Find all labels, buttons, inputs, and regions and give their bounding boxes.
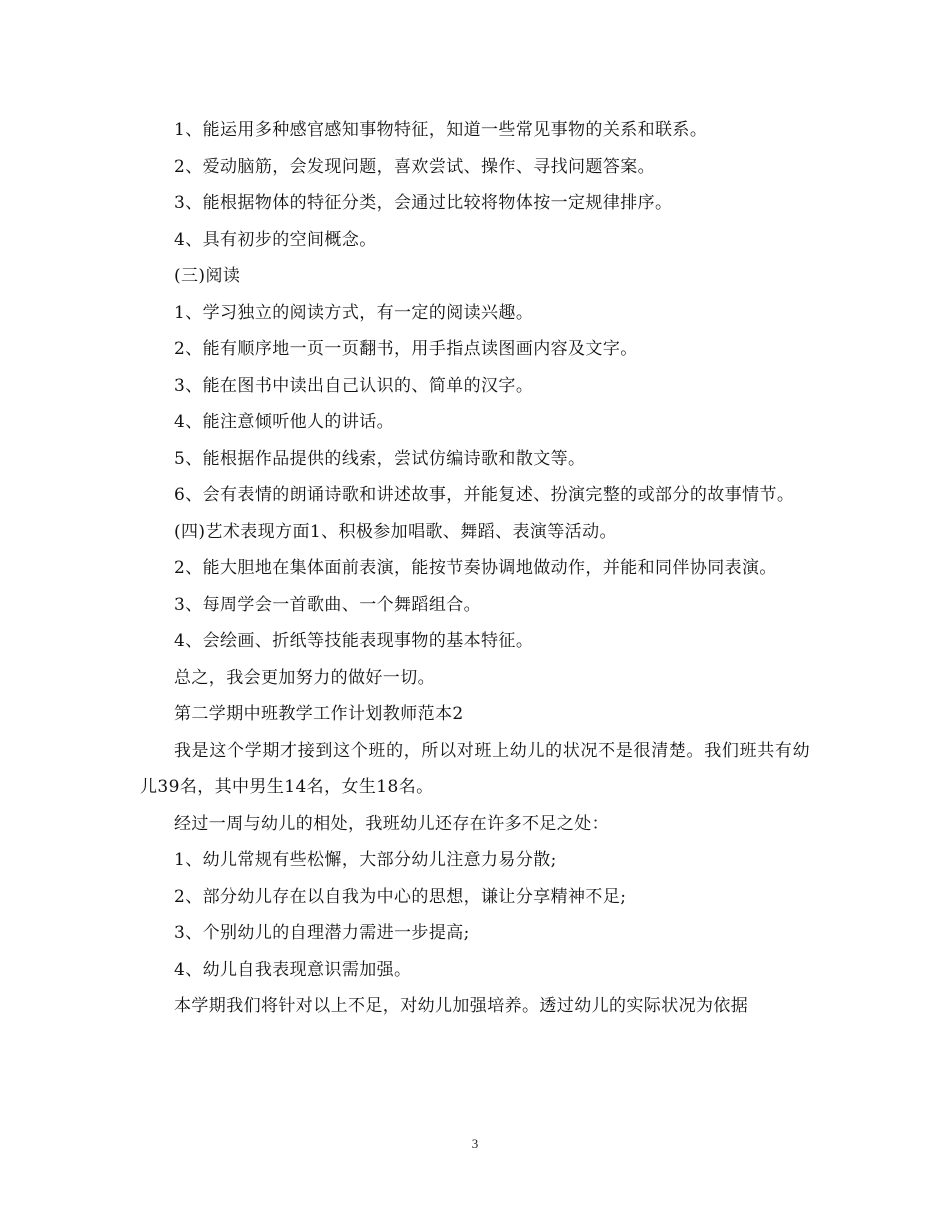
paragraph: 4、幼儿自我表现意识需加强。 (174, 959, 412, 980)
paragraph: 4、会绘画、折纸等技能表现事物的基本特征。 (174, 631, 534, 651)
section-heading-art: (四)艺术表现方面1、积极参加唱歌、舞蹈、表演等活动。 (174, 521, 617, 542)
paragraph: 2、爱动脑筋，会发现问题，喜欢尝试、操作、寻找问题答案。 (174, 156, 656, 177)
paragraph: 3、个别幼儿的自理潜力需进一步提高; (174, 923, 470, 943)
paragraph: 3、每周学会一首歌曲、一个舞蹈组合。 (174, 594, 482, 615)
paragraph: 5、能根据作品提供的线索，尝试仿编诗歌和散文等。 (174, 448, 586, 469)
paragraph: 3、能根据物体的特征分类，会通过比较将物体按一定规律排序。 (174, 193, 673, 213)
paragraph: 2、能大胆地在集体面前表演，能按节奏协调地做动作，并能和同伴协同表演。 (174, 558, 777, 578)
paragraph: 2、部分幼儿存在以自我为中心的思想，谦让分享精神不足; (174, 886, 627, 907)
section-heading-reading: (三)阅读 (174, 266, 241, 286)
document-subtitle: 第二学期中班教学工作计划教师范本2 (174, 704, 464, 724)
paragraph: 1、学习独立的阅读方式，有一定的阅读兴趣。 (174, 302, 534, 323)
document-body (140, 112, 810, 1025)
paragraph: 我是这个学期才接到这个班的，所以对班上幼儿的状况不是很清楚。我们班共有幼儿39名，其中男生14名，女生18名。 (140, 740, 810, 797)
paragraph: 4、具有初步的空间概念。 (174, 229, 377, 250)
paragraph: 本学期我们将针对以上不足，对幼儿加强培养。透过幼儿的实际状况为依据 (174, 996, 749, 1016)
paragraph: 6、会有表情的朗诵诗歌和讲述故事，并能复述、扮演完整的或部分的故事情节。 (174, 485, 795, 505)
paragraph: 4、能注意倾听他人的讲话。 (174, 412, 395, 432)
paragraph: 经过一周与幼儿的相处，我班幼儿还存在许多不足之处： (174, 813, 609, 834)
page-number: 3 (471, 1136, 479, 1151)
paragraph: 总之，我会更加努力的做好一切。 (174, 667, 435, 688)
paragraph: 1、能运用多种感官感知事物特征，知道一些常见事物的关系和联系。 (174, 120, 708, 140)
paragraph: 3、能在图书中读出自己认识的、简单的汉字。 (174, 375, 534, 396)
paragraph: 2、能有顺序地一页一页翻书，用手指点读图画内容及文字。 (174, 339, 638, 359)
paragraph: 1、幼儿常规有些松懈，大部分幼儿注意力易分散; (174, 850, 557, 870)
